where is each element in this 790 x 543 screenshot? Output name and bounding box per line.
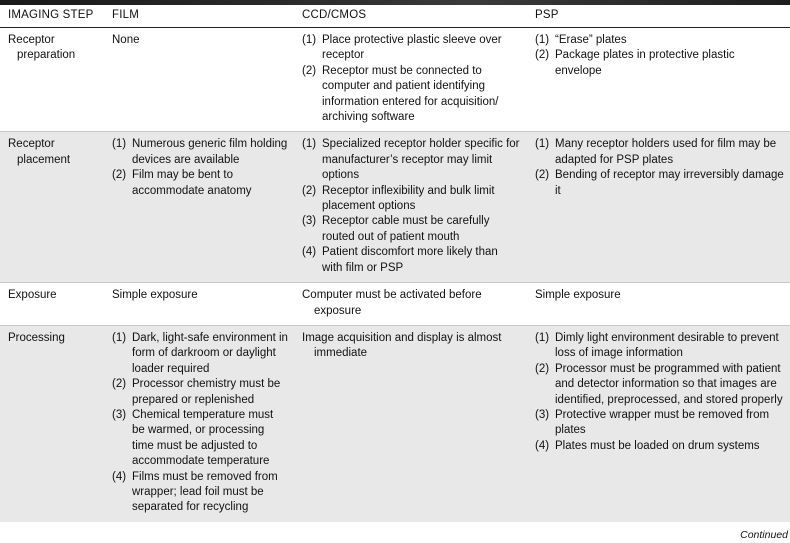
header-ccd-cmos: CCD/CMOS: [294, 6, 527, 28]
step-label: Exposure: [8, 289, 57, 302]
step-label: Receptor: [8, 138, 55, 151]
psp-cell: [527, 283, 790, 326]
table-row: [0, 325, 790, 521]
step-cell: [0, 325, 104, 521]
list-item: (4) Films must be removed from wrapper; lead foil must be separated for recycling: [112, 470, 278, 514]
step-cell: [0, 132, 104, 283]
continued-note: Continued: [740, 529, 788, 541]
list-item: (2) Receptor inflexibility and bulk limit placement options: [302, 184, 495, 213]
psp-cell: [527, 28, 790, 132]
list-item: (3) Chemical temperature must be warmed, or processing time must be adjusted to accommodate temperature: [112, 408, 274, 468]
psp-cell: [527, 132, 790, 283]
header-film: FILM: [104, 6, 294, 28]
film-cell: [104, 325, 294, 521]
list-item: (1) Dimly light environment desirable to prevent loss of image information: [535, 331, 779, 360]
ccd-cell: [294, 132, 527, 283]
table-row: [0, 283, 790, 326]
cell-text: Image acquisition and display is almost immediate: [302, 331, 502, 360]
step-label: Processing: [8, 331, 65, 344]
cell-text: Simple exposure: [535, 289, 621, 302]
list-item: (1) Numerous generic film holding devices are available: [112, 138, 288, 166]
list-item: (1) Dark, light-safe environment in form of darkroom or daylight loader required: [112, 331, 288, 375]
step-label-cont: preparation: [17, 49, 76, 62]
list-item: (2) Package plates in protective plastic envelope: [535, 49, 735, 77]
list-item: (2) Processor chemistry must be prepared or replenished: [112, 378, 281, 406]
header-imaging-step: IMAGING STEP: [0, 6, 104, 28]
list-item: (1) Many receptor holders used for film may be adapted for PSP plates: [535, 138, 777, 166]
step-label: Receptor: [8, 34, 55, 46]
list-item: (2) Processor must be programmed with patient and detector information so that images are identified, preprocessed, and stored properly: [535, 362, 783, 406]
ccd-cell: [294, 325, 527, 521]
header-psp: PSP: [527, 6, 790, 28]
film-cell: [104, 132, 294, 283]
cell-text: Simple exposure: [112, 289, 198, 302]
step-cell: [0, 283, 104, 326]
list-item: (4) Patient discomfort more likely than with film or PSP: [302, 246, 498, 274]
ccd-cell: [294, 28, 527, 132]
list-item: (1) Specialized receptor holder specific for manufacturer’s receptor may limit options: [302, 138, 520, 182]
list-item: (2) Bending of receptor may irreversibly damage it: [535, 169, 784, 197]
header-row: [0, 6, 790, 28]
step-cell: [0, 28, 104, 132]
cell-text: Computer must be activated before exposure: [302, 289, 482, 317]
list-item: (1) “Erase” plates: [535, 34, 627, 46]
ccd-cell: [294, 283, 527, 326]
top-rule: [0, 0, 790, 5]
list-item: (2) Film may be bent to accommodate anatomy: [112, 169, 252, 197]
film-cell: [104, 28, 294, 132]
step-label-cont: placement: [17, 153, 71, 166]
list-item: (3) Receptor cable must be carefully routed out of patient mouth: [302, 215, 490, 243]
table-row: [0, 132, 790, 283]
table-row: [0, 28, 790, 132]
list-item: (2) Receptor must be connected to computer and patient identifying information entered for acquisition/ archiving software: [302, 64, 499, 124]
list-item: (1) Place protective plastic sleeve over receptor: [302, 34, 502, 62]
film-cell: [104, 283, 294, 326]
psp-cell: [527, 325, 790, 521]
list-item: (3) Protective wrapper must be removed from plates: [535, 408, 770, 437]
list-item: (4) Plates must be loaded on drum systems: [535, 439, 760, 452]
comparison-table: [0, 6, 790, 522]
cell-text: None: [112, 34, 140, 46]
